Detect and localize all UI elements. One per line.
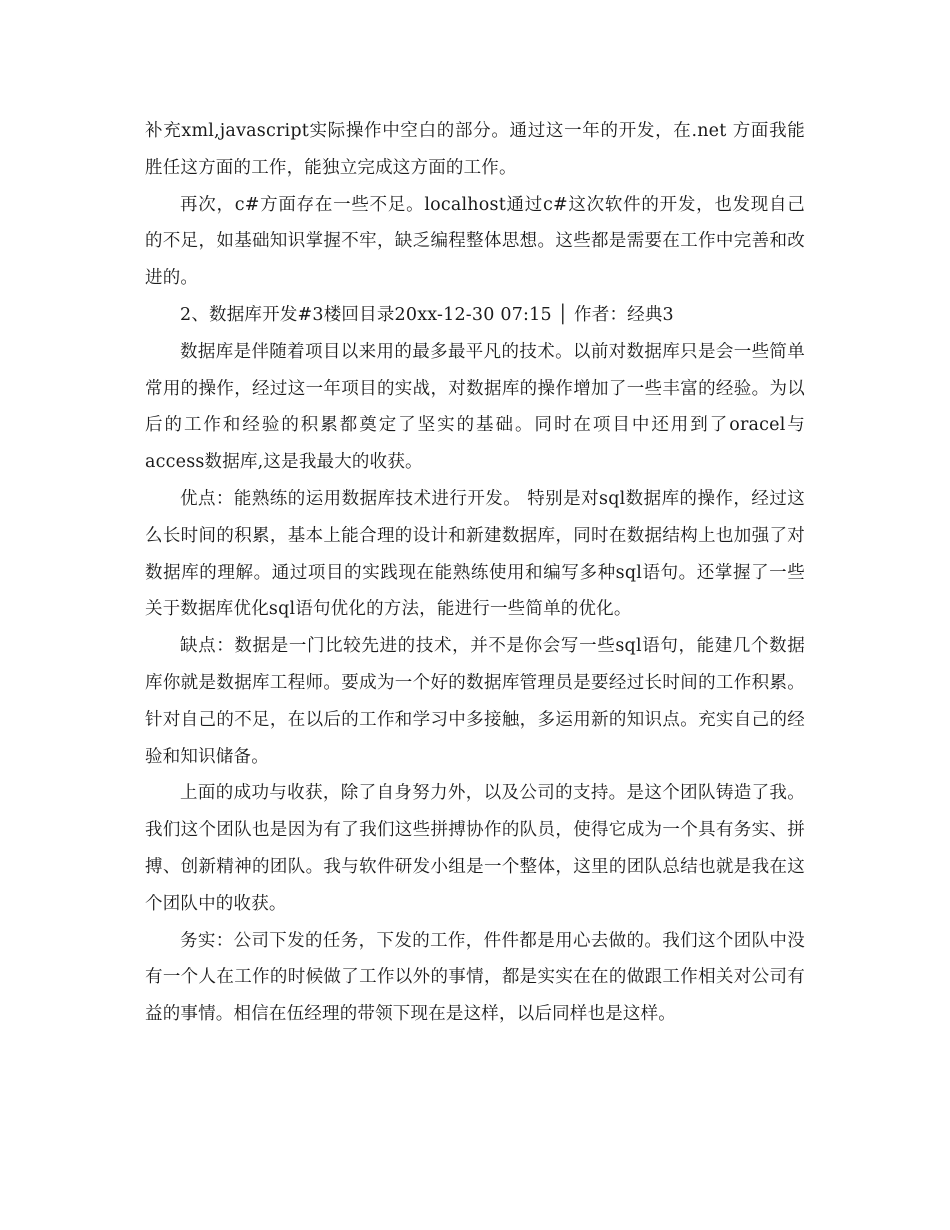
paragraph-1: 补充xml,javascript实际操作中空白的部分。通过这一年的开发，在.net 方面我能胜任这方面的工作，能独立完成这方面的工作。 xyxy=(145,121,805,178)
paragraph-4: 数据库是伴随着项目以来用的最多最平凡的技术。以前对数据库只是会一些简单常用的操作，经过这一年项目的实战，对数据库的操作增加了一些丰富的经验。为以后的工作和经验的积累都奠定了坚实的基础。同时在项目中还用到了oracel与 access数据库,这是我最大的收获。 xyxy=(145,341,805,473)
section-heading-database: 2、数据库开发#3楼回目录20xx-12-30 07:15 │ 作者：经典3 xyxy=(180,304,674,325)
paragraph-advantages: 优点：能熟练的运用数据库技术进行开发。 特别是对sql数据库的操作，经过这么长时间的积累，基本上能合理的设计和新建数据库，同时在数据结构上也加强了对数据库的理解。通过项目的实践现在能熟练使用和编写多种sql语句。还掌握了一些关于数据库优化sql语句优化的方法，能进行一些简单的优化。 xyxy=(145,488,805,620)
paragraph-team: 上面的成功与收获，除了自身努力外，以及公司的支持。是这个团队铸造了我。我们这个团队也是因为有了我们这些拼搏协作的队员，使得它成为一个具有务实、拼搏、创新精神的团队。我与软件研发小组是一个整体，这里的团队总结也就是我在这个团队中的收获。 xyxy=(145,783,805,914)
paragraph-disadvantages: 缺点：数据是一门比较先进的技术，并不是你会写一些sql语句，能建几个数据库你就是数据库工程师。要成为一个好的数据库管理员是要经过长时间的工作积累。针对自己的不足，在以后的工作和学习中多接触，多运用新的知识点。充实自己的经验和知识储备。 xyxy=(145,636,805,767)
paragraph-2: 再次，c#方面存在一些不足。localhost通过c#这次软件的开发，也发现自己的不足，如基础知识掌握不牢，缺乏编程整体思想。这些都是需要在工作中完善和改进的。 xyxy=(145,194,805,289)
document-body xyxy=(145,113,805,1033)
paragraph-pragmatic: 务实：公司下发的任务，下发的工作，件件都是用心去做的。我们这个团队中没有一个人在工作的时候做了工作以外的事情，都是实实在在的做跟工作相关对公司有益的事情。相信在伍经理的带领下现在是这样，以后同样也是这样。 xyxy=(145,930,805,1025)
